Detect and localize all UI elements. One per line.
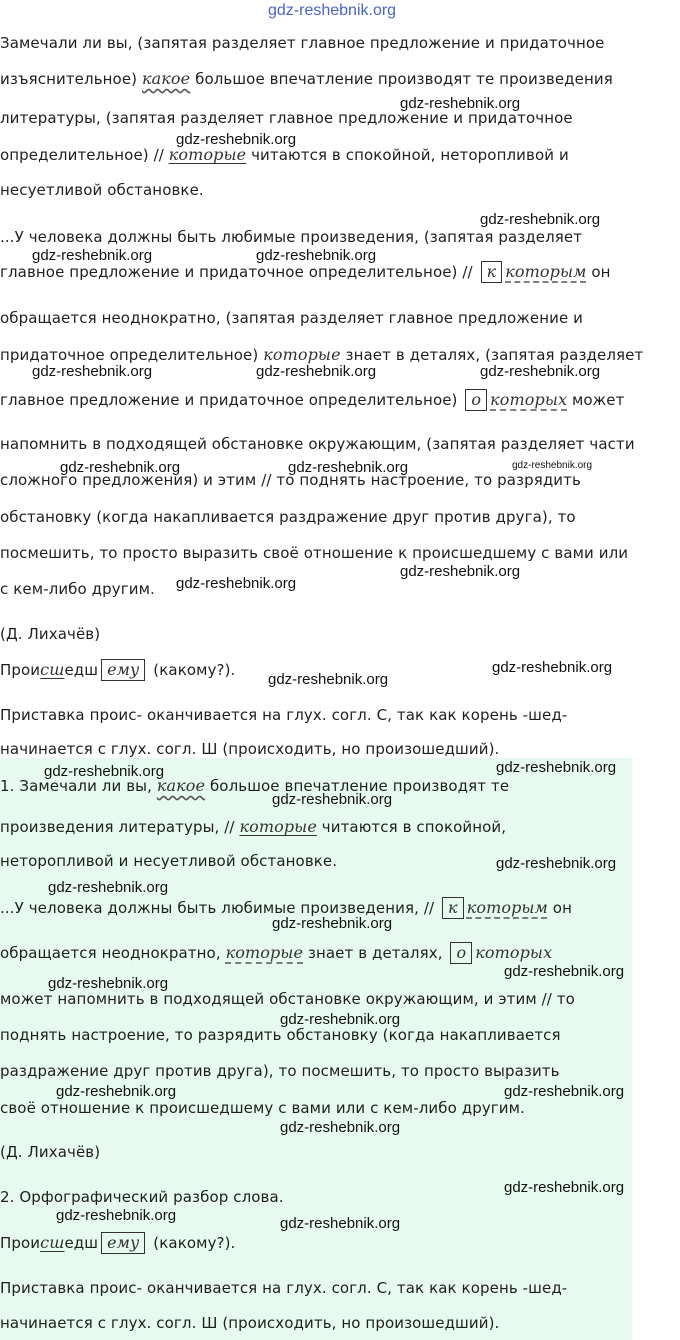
text-line: раздражение друг против друга), то посмешить, то просто выразить [0, 1062, 560, 1080]
text-line: напомнить в подходящей обстановке окружающим, (запятая разделяет части [0, 435, 635, 453]
watermark: gdz-reshebnik.org [288, 459, 409, 476]
conjunctive-word: которые [239, 817, 317, 836]
watermark: gdz-reshebnik.org [400, 95, 521, 112]
word-analysis-line: Происшедш ему (какому?). [0, 1233, 236, 1252]
text-line: сложного предложения) и этим // то поднять настроение, то разрядить [0, 471, 581, 489]
conjunctive-word: которых [490, 390, 568, 409]
watermark: gdz-reshebnik.org [272, 915, 393, 932]
author-line: (Д. Лихачёв) [0, 1143, 101, 1161]
preposition-box: о [465, 389, 487, 411]
watermark: gdz-reshebnik.org [496, 759, 617, 776]
text-line: определительное) // которые читаются в спокойной, неторопливой и [0, 145, 569, 164]
text-line: главное предложение и придаточное определительное) // к которым он [0, 262, 611, 281]
watermark: gdz-reshebnik.org [492, 659, 613, 676]
watermark: gdz-reshebnik.org [32, 363, 153, 380]
conjunctive-word: которые [225, 943, 304, 962]
text-line: с кем-либо другим. [0, 580, 155, 598]
watermark: gdz-reshebnik.org [280, 1215, 401, 1232]
task-heading: 2. Орфографический разбор слова. [0, 1188, 284, 1206]
text-line: придаточное определительное) которые знает в деталях, (запятая разделяет [0, 345, 644, 364]
text-line: поднять настроение, то разрядить обстановку (когда накапливается [0, 1026, 561, 1044]
watermark: gdz-reshebnik.org [268, 671, 389, 688]
conjunctive-word: которые [168, 145, 247, 164]
text-line: начинается с глух. согл. Ш (происходить, но произошедший). [0, 740, 500, 758]
text-line: обращается неоднократно, которые знает в деталях, о которых [0, 943, 553, 962]
root-spelling: сш [40, 1233, 65, 1252]
conjunctive-word: какое [156, 776, 206, 795]
watermark: gdz-reshebnik.org [256, 247, 377, 264]
text-line: своё отношение к происшедшему с вами или с кем-либо другим. [0, 1099, 525, 1117]
text-line: Замечали ли вы, (запятая разделяет главное предложение и придаточное [0, 34, 605, 52]
watermark: gdz-reshebnik.org [280, 1011, 401, 1028]
watermark: gdz-reshebnik.org [480, 211, 601, 228]
preposition-box: к [481, 261, 503, 283]
text-line: может напомнить в подходящей обстановке окружающим, и этим // то [0, 990, 575, 1008]
watermark: gdz-reshebnik.org [48, 879, 169, 896]
author-line: (Д. Лихачёв) [0, 625, 101, 643]
watermark: gdz-reshebnik.org [400, 563, 521, 580]
text-line: Приставка проис- оканчивается на глух. согл. С, так как корень -шед- [0, 706, 568, 724]
watermark: gdz-reshebnik.org [504, 963, 625, 980]
watermark: gdz-reshebnik.org [176, 131, 297, 148]
conjunctive-word: которым [505, 262, 587, 281]
text-line: Приставка проис- оканчивается на глух. согл. С, так как корень -шед- [0, 1279, 568, 1297]
root-spelling: сш [40, 660, 65, 679]
text-line: несуетливой обстановке. [0, 181, 204, 199]
text-line: литературы, (запятая разделяет главное предложение и придаточное [0, 109, 573, 127]
text-line: изъяснительное) какое большое впечатление производят те произведения [0, 69, 613, 88]
text-line: начинается с глух. согл. Ш (происходить, но произошедший). [0, 1314, 500, 1332]
watermark: gdz-reshebnik.org [512, 460, 593, 471]
watermark: gdz-reshebnik.org [272, 791, 393, 808]
ending-box: ему [101, 659, 145, 681]
watermark: gdz-reshebnik.org [176, 575, 297, 592]
watermark: gdz-reshebnik.org [256, 363, 377, 380]
watermark: gdz-reshebnik.org [44, 763, 165, 780]
watermark: gdz-reshebnik.org [56, 1207, 177, 1224]
watermark: gdz-reshebnik.org [496, 855, 617, 872]
preposition-box: о [450, 942, 472, 964]
ending-box: ему [101, 1232, 145, 1254]
watermark: gdz-reshebnik.org [60, 459, 181, 476]
preposition-box: к [442, 897, 464, 919]
watermark: gdz-reshebnik.org [280, 1119, 401, 1136]
text-line: ...У человека должны быть любимые произведения, (запятая разделяет [0, 228, 583, 246]
conjunctive-word: которых [475, 943, 553, 962]
watermark: gdz-reshebnik.org [504, 1179, 625, 1196]
text-line: ...У человека должны быть любимые произведения, // к которым он [0, 898, 572, 917]
watermark: gdz-reshebnik.org [48, 975, 169, 992]
conjunctive-word: которые [263, 345, 341, 364]
conjunctive-word: какое [141, 69, 191, 88]
text-line: неторопливой и несуетливой обстановке. [0, 852, 338, 870]
text-line: главное предложение и придаточное определительное) о которых может [0, 390, 625, 409]
word-analysis-line: Происшедш ему (какому?). [0, 660, 236, 679]
watermark: gdz-reshebnik.org [504, 1083, 625, 1100]
watermark: gdz-reshebnik.org [32, 247, 153, 264]
text-line: обстановку (когда накапливается раздражение друг против друга), то [0, 508, 576, 526]
text-line: произведения литературы, // которые читаются в спокойной, [0, 817, 507, 836]
watermark: gdz-reshebnik.org [56, 1083, 177, 1100]
watermark: gdz-reshebnik.org [268, 2, 397, 19]
text-line: 1. Замечали ли вы, какое большое впечатление производят те [0, 776, 510, 795]
watermark: gdz-reshebnik.org [480, 363, 601, 380]
text-line: посмешить, то просто выразить своё отношение к происшедшему с вами или [0, 544, 629, 562]
conjunctive-word: которым [466, 898, 548, 917]
text-line: обращается неоднократно, (запятая разделяет главное предложение и [0, 309, 583, 327]
